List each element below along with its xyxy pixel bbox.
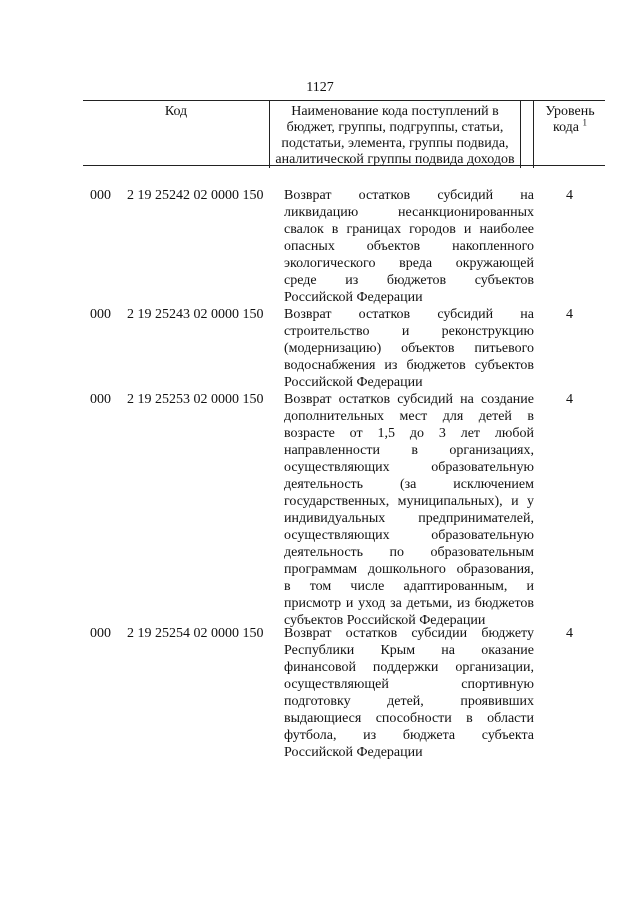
- description-line: программам дошкольного образования,: [284, 562, 534, 577]
- row-number: 000: [90, 626, 111, 641]
- description-line: в том числе адаптированным, и: [284, 579, 534, 594]
- description-line: ликвидацию несанкционированных: [284, 205, 534, 220]
- header-name-line: аналитической группы подвида доходов: [275, 152, 515, 167]
- description-line: присмотр и уход за детьми, из бюджетов: [284, 596, 534, 611]
- description-line: деятельность (за исключением: [284, 477, 534, 492]
- header-level-text: кода: [552, 120, 580, 135]
- description-line: Возврат остатков субсидии бюджету: [284, 626, 534, 641]
- header-level-line1: Уровень: [545, 104, 595, 119]
- description-line: государственных, муниципальных), и у: [284, 494, 534, 509]
- description-line: направленности в организациях,: [284, 443, 534, 458]
- description-line: выдающиеся способности в области: [284, 711, 534, 726]
- row-code: 2 19 25253 02 0000 150: [127, 392, 264, 407]
- description-line: субъектов Российской Федерации: [284, 613, 486, 628]
- header-name-line: Наименование кода поступлений в: [291, 104, 499, 119]
- description-line: (модернизацию) объектов питьевого: [284, 341, 534, 356]
- description-line: Российской Федерации: [284, 745, 423, 760]
- table-header: [83, 100, 605, 166]
- description-line: дополнительных мест для детей в: [284, 409, 534, 424]
- header-name-line: подстатьи, элемента, группы подвида,: [281, 136, 509, 151]
- header-level: [533, 101, 606, 168]
- row-description: [284, 391, 534, 629]
- header-level-footnote: 1: [582, 117, 588, 128]
- description-line: подготовку детей, проявивших: [284, 694, 534, 709]
- row-level: 4: [566, 626, 573, 641]
- description-line: водоснабжения из бюджетов субъектов: [284, 358, 534, 373]
- description-line: футбола, из бюджета субъекта: [284, 728, 534, 743]
- description-line: возрасте от 1,5 до 3 лет любой: [284, 426, 534, 441]
- description-line: Возврат остатков субсидий на: [284, 188, 534, 203]
- description-line: среде из бюджетов субъектов: [284, 273, 534, 288]
- row-description: [284, 187, 534, 306]
- row-level: 4: [566, 392, 573, 407]
- row-level: 4: [566, 188, 573, 203]
- description-line: свалок в границах городов и наиболее: [284, 222, 534, 237]
- description-line: строительство и реконструкцию: [284, 324, 534, 339]
- row-code: 2 19 25242 02 0000 150: [127, 188, 264, 203]
- row-number: 000: [90, 307, 111, 322]
- row-description: [284, 306, 534, 391]
- description-line: Возврат остатков субсидий на создание: [284, 392, 534, 407]
- description-line: Республики Крым на оказание: [284, 643, 534, 658]
- row-code: 2 19 25254 02 0000 150: [127, 626, 264, 641]
- description-line: финансовой поддержки организации,: [284, 660, 534, 675]
- page-number: 1127: [306, 80, 334, 95]
- row-description: [284, 625, 534, 761]
- description-line: экологического вреда окружающей: [284, 256, 534, 271]
- description-line: Возврат остатков субсидий на: [284, 307, 534, 322]
- description-line: опасных объектов накопленного: [284, 239, 534, 254]
- description-line: осуществляющих образовательную: [284, 460, 534, 475]
- description-line: осуществляющих образовательную: [284, 528, 534, 543]
- description-line: деятельность по образовательным: [284, 545, 534, 560]
- header-name-line: бюджет, группы, подгруппы, статьи,: [286, 120, 504, 135]
- description-line: индивидуальных предпринимателей,: [284, 511, 534, 526]
- description-line: осуществляющей спортивную: [284, 677, 534, 692]
- header-level-line2: [534, 117, 606, 136]
- header-code: Код: [164, 104, 188, 119]
- row-code: 2 19 25243 02 0000 150: [127, 307, 264, 322]
- row-level: 4: [566, 307, 573, 322]
- header-name: [269, 101, 521, 168]
- description-line: Российской Федерации: [284, 375, 423, 390]
- description-line: Российской Федерации: [284, 290, 423, 305]
- row-number: 000: [90, 392, 111, 407]
- row-number: 000: [90, 188, 111, 203]
